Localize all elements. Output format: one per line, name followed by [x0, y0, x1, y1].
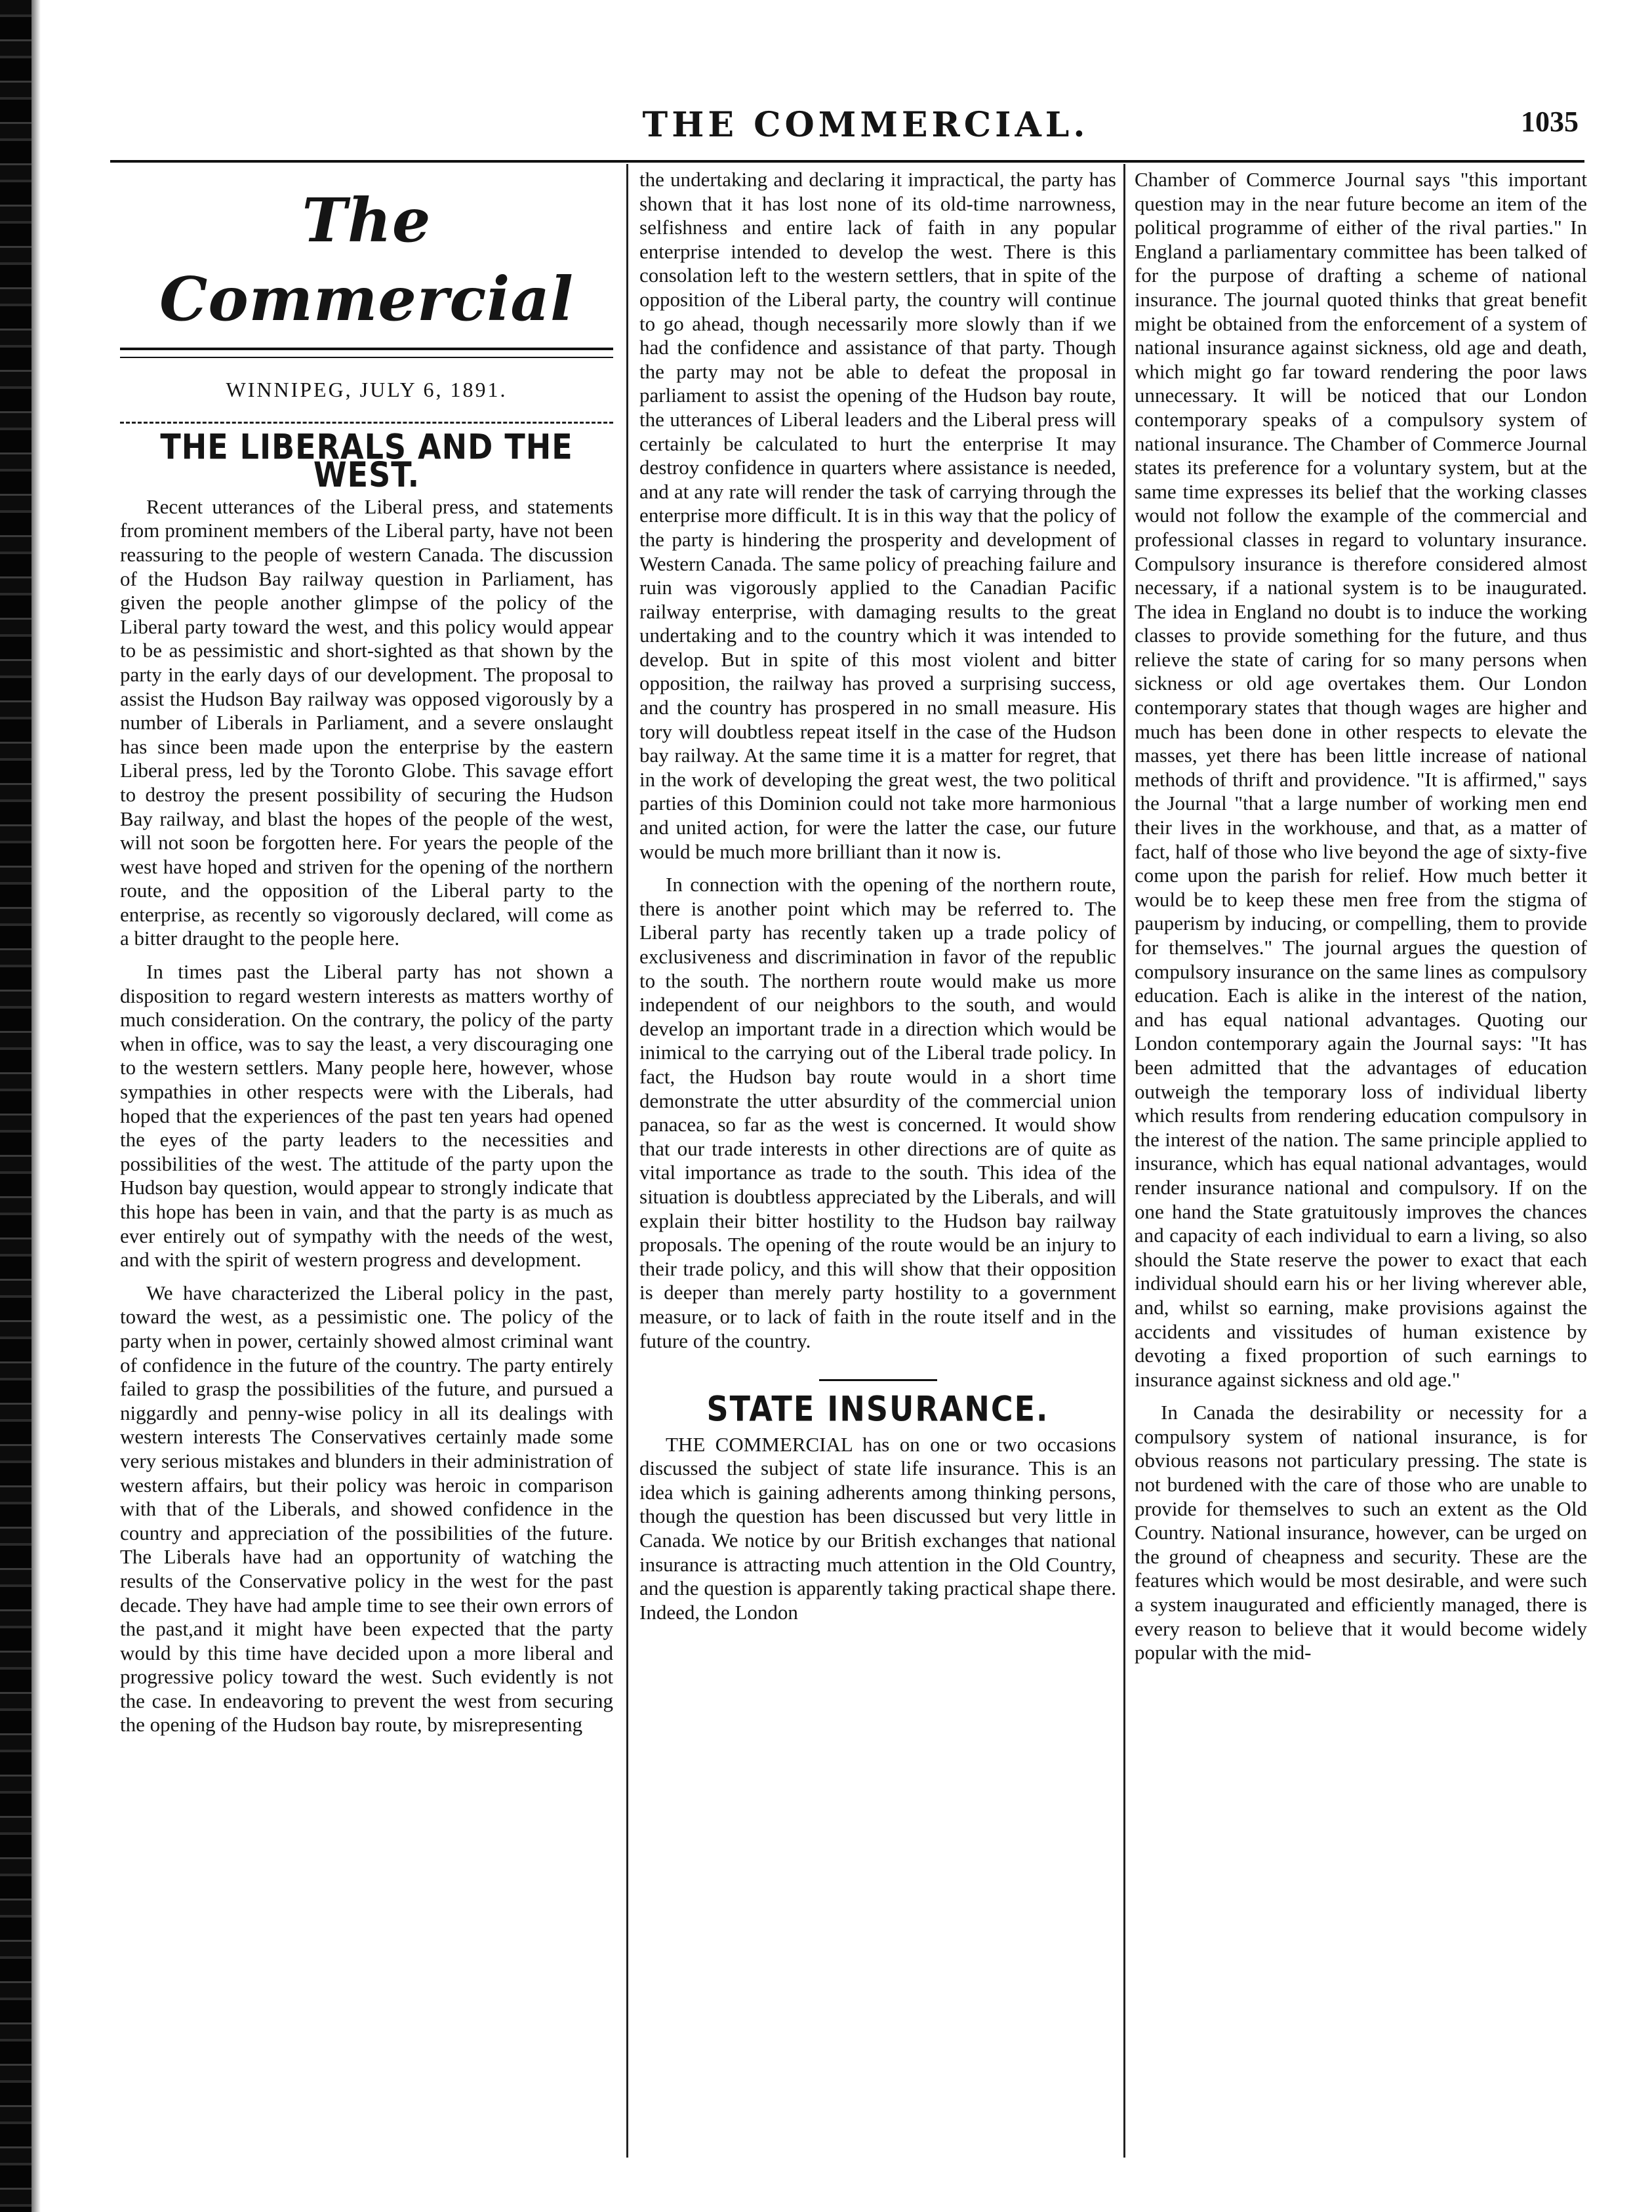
masthead: The Commercial [159, 185, 574, 334]
column-divider-2 [1123, 164, 1125, 2158]
article-headline: THE LIBERALS AND THE WEST. [160, 426, 573, 494]
column-divider-1 [626, 164, 628, 2158]
paragraph: In times past the Liberal party has not shown a disposition to regard western interests as matters worthy of much consideration. On the contrary, the policy of the party when in office, was to say the least, a very discouraging one to the western settlers. Many people here, however, whose sympathies in other respects were with the Liberals, had hoped that the experiences of the past ten years had opened the eyes of the party leaders to the necessities and possibilities of the west. The attitude of the party upon the Hudson bay question, would appear to strongly indicate that this hope has been in vain, and that the party is as much as ever entirely out of sympathy with the needs of the west, and with the spirit of western progress and development. [120, 960, 613, 1272]
column-2 [639, 168, 1116, 1634]
dateline-rule [120, 422, 613, 424]
column-3 [1135, 168, 1587, 1674]
column-1 [120, 168, 613, 1746]
header-rule [110, 160, 1584, 163]
paragraph: the undertaking and declaring it impractical, the party has shown that it has lost none of its old-time narrowness, selfishness and entire lack of faith in any popular enterprise intended to develop the west. There is this consolation left to the western settlers, that in spite of the opposition of the Liberal party, the country will continue to go ahead, though necessarily more slowly than if we had the confidence and assistance of that party. Though the party may not be able to defeat the proposal in parliament to assist the opening of the Hudson bay route, the utterances of Liberal leaders and the Liberal press will certainly be calculated to hurt the enterprise It may destroy confidence in quarters where assistance is needed, and at any rate will render the task of carrying through the enterprise more difficult. It is in this way that the policy of the party is hindering the prosperity and development of Western Canada. The same policy of preaching failure and ruin was vigorously applied to the Canadian Pacific railway enterprise, with damaging results to the great undertaking and to the country which it was intended to develop. But in spite of this most violent and bitter opposition, the railway has proved a surprising success, and the country has prospered in no small measure. His tory will doubtless repeat itself in the case of the Hudson bay railway. At the same time it is a matter for regret, that in the work of developing the great west, the two political parties of this Dominion could not take more harmonious and united action, for were the latter the case, our future would be much more brilliant than it now is. [639, 168, 1116, 863]
paragraph: In Canada the desirability or necessity for a compulsory system of national insurance, is for obvious reasons not particulary pressing. The state is not burdened with the care of those who are unable to provide for themselves to such an extent as the Old Country. National insurance, however, can be urged on the ground of cheapness and security. These are the features which would be most desirable, and were such a system inaugurated and efficiently managed, there is every reason to believe that it would become widely popular with the mid- [1135, 1401, 1587, 1664]
paragraph: Recent utterances of the Liberal press, and statements from prominent members of the Liberal party, have not been reassuring to the people of western Canada. The discussion of the Hudson Bay railway question in Parliament, has given the people another glimpse of the policy of the Liberal party toward the west, and this policy would appear to be as pessimistic and short-sighted as that shown by the party in the early days of our development. The proposal to assist the Hudson Bay railway was opposed vigorously by a number of Liberals in Parliament, and a severe onslaught has since been made upon the enterprise by the eastern Liberal press, led by the Toronto Globe. This savage effort to destroy the present possibility of securing the Hudson Bay railway, and blast the hopes of the people of the west, will not soon be forgotten here. For years the people of the west have hoped and striven for the opening of the northern route, and the opposition of the Liberal party to the enterprise, as recently so vigorously declared, will come as a bitter draught to the people here. [120, 494, 613, 950]
page-number: 1035 [1521, 106, 1579, 138]
article-headline: STATE INSURANCE. [706, 1388, 1049, 1430]
paragraph: We have characterized the Liberal policy in the past, toward the west, as a pessimistic one. The policy of the party when in power, certainly showed almost criminal want of confidence in the future of the country. The party entirely failed to grasp the possibilities of the future, and pursued a niggardly and penny-wise policy in all its dealings with western interests The Conservatives certainly made some very serious mistakes and blunders in their administration of western affairs, but their policy was heroic in comparison with that of the Liberals, and showed confidence in the country and appreciation of the possibilities of the future. The Liberals have had an opportunity of watching the results of the Conservative policy in the west for the past decade. They have had ample time to see their own errors of the past,and it might have been expected that the party would by this time have decided upon a more liberal and progressive policy toward the west. Such evidently is not the case. In endeavoring to prevent the west from securing the opening of the Hudson bay route, by misrepresenting [120, 1281, 613, 1737]
article-body [120, 495, 613, 1737]
masthead-rule [120, 348, 613, 358]
dateline: WINNIPEG, JULY 6, 1891. [226, 378, 508, 401]
paragraph: In connection with the opening of the northern route, there is another point which may be referred to. The Liberal party has recently taken up a trade policy of exclusiveness and discrimination in favor of the republic to the south. The northern route would make us more independent of our neighbors to the south, and would develop an important trade in a direction which would be inimical to the carrying out of the Liberal trade policy. In fact, the Hudson bay route would in a short time demonstrate the utter absurdity of the commercial union panacea, so far as the west is concerned. It would show that our trade interests in other directions are of quite as vital importance as trade to the south. This idea of the situation is doubtless appreciated by the Liberals, and will explain their bitter hostility to the Hudson bay railway proposals. The opening of the route would be an injury to their trade policy, and this will show that their opposition is deeper than merely party hostility to a government measure, or to lack of faith in the route itself and in the future of the country. [639, 873, 1116, 1352]
running-title: THE COMMERCIAL. [642, 105, 1089, 145]
paragraph: THE COMMERCIAL has on one or two occasions discussed the subject of state life insurance. This is an idea which is gaining adherents among thinking persons, though the question has been discussed but very little in Canada. We notice by our British exchanges that national insurance is attracting much attention in the Old Country, and the question is apparently taking practical shape there. Indeed, the London [639, 1432, 1116, 1624]
section-rule [819, 1379, 937, 1381]
binding-edge [0, 0, 31, 2212]
paragraph: Chamber of Commerce Journal says "this important question may in the near future become an item of the political programme of either of the rival parties." In England a parliamentary committee has been talked of for the purpose of drafting a scheme of national insurance. The journal quoted thinks that great benefit might be obtained from the enforcement of a system of national insurance against sickness, old age and death, which might go far toward rendering the poor laws unnecessary. It will be noticed that our London contemporary speaks of a compulsory system of national insurance. The Chamber of Commerce Journal states its preference for a voluntary system, but at the same time expresses its belief that the working classes would not follow the example of the commercial and professional classes in regard to voluntary insurance. Compulsory insurance is therefore considered almost necessary, if a national system is to be inaugurated. The idea in England no doubt is to induce the working classes to provide something for the future, and thus relieve the state of caring for so many persons when sickness or old age overtakes them. Our London contemporary states that though wages are higher and much has been done in other respects to elevate the masses, yet there has been little increase of national methods of thrift and providence. "It is affirmed," says the Journal "that a large number of working men end their lives in the workhouse, and that, as a matter of fact, half of those who live beyond the age of sixty-five come upon the parish for relief. How much better it would be to keep these men free from the stigma of pauperism by inducing, or compelling, them to provide for themselves." The journal argues the question of compulsory insurance on the same lines as compulsory education. Each is alike in the interest of the nation, and has equal national advantages. Quoting our London contemporary again the Journal says: "It has been admitted that the advantages of education outweigh the temporary loss of individual liberty which results from rendering education compulsory in the interest of the nation. The same principle applied to insurance, which has equal national advantages, would render insurance national and compulsory. If on the one hand the State gratuitously improves the chances and capacity of each individual to earn a living, so also should the State reserve the power to exact that each individual should earn his or her living wherever able, and, whilst so earning, make provisions against the accidents and vissitudes of human existence by devoting a fixed proportion of such earnings to insurance against sickness and old age." [1135, 168, 1587, 1391]
